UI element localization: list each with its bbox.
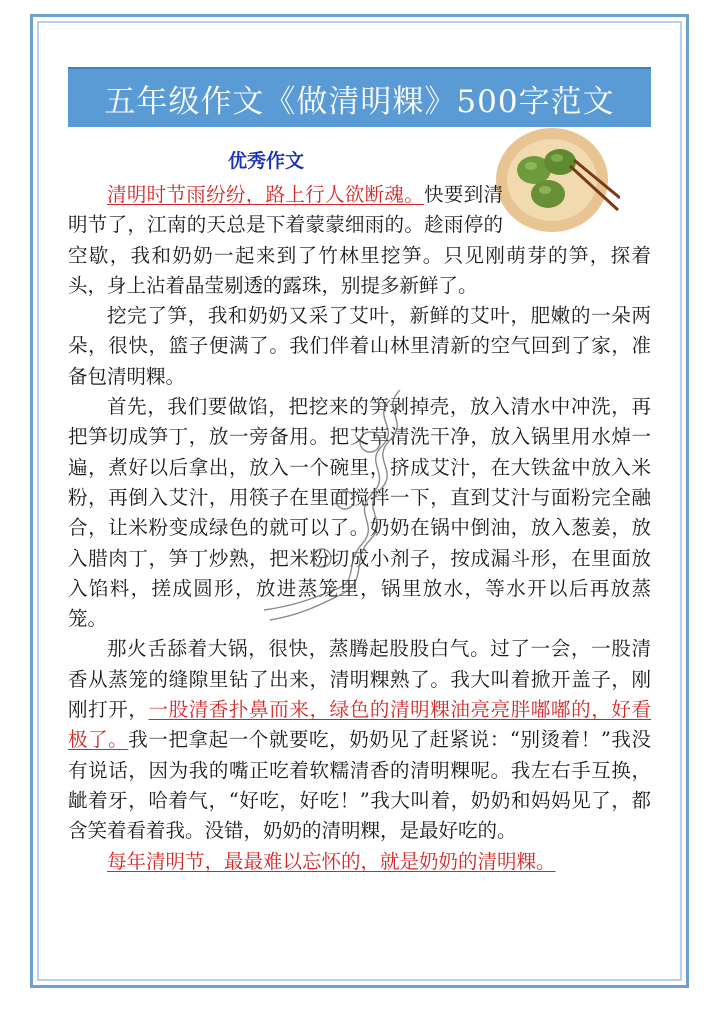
essay-body (68, 180, 651, 877)
paragraph-3: 首先，我们要做馅，把挖来的笋剥掉壳，放入清水中冲洗，再把笋切成笋丁，放一旁备用。把艾草清洗干净，放入锅里用水焯一遍，煮好以后拿出，放入一个碗里，挤成艾汁，在大铁盆中放入米粉，再倒入艾汁，用筷子在里面搅拌一下，直到艾汁与面粉完全融合，让米粉变成绿色的就可以了。奶奶在锅中倒油，放入葱姜，放入腊肉丁，笋丁炒熟，把米粉切成小剂子，按成漏斗形，在里面放入馅料，搓成圆形，放进蒸笼里，锅里放水，等水开以后再放蒸笼。 (68, 395, 651, 631)
highlight-quote: 清明时节雨纷纷，路上行人欲断魂。 (107, 183, 425, 206)
highlight-description: 一股清香扑鼻而来，绿色的清明粿油亮亮胖嘟嘟的，好看极了。 (68, 698, 651, 752)
closing-sentence: 每年清明节，最最难以忘怀的，就是奶奶的清明粿。 (107, 849, 556, 873)
section-subtitle: 优秀作文 (228, 150, 305, 172)
paragraph-2: 挖完了笋，我和奶奶又采了艾叶，新鲜的艾叶，肥嫩的一朵两朵，很快，篮子便满了。我们伴着山林里清新的空气回到了家，准备包清明粿。 (68, 304, 651, 388)
paragraph-4: 那火舌舔着大锅，很快，蒸腾起股股白气。过了一会，一股清香从蒸笼的缝隙里钻了出来，清明粿熟了。我大叫着掀开盖子，刚刚打开，一股清香扑鼻而来，绿色的清明粿油亮亮胖嘟嘟的，好看极了。我一把拿起一个就要吃，奶奶见了赶紧说：“别烫着！”我没有说话，因为我的嘴正吃着软糯清香的清明粿呢。我左右手互换，龇着牙，哈着气，“好吃，好吃！”我大叫着，奶奶和妈妈见了，都含笑着看着我。没错，奶奶的清明粿，是最好吃的。 (68, 637, 651, 843)
page-title: 五年级作文《做清明粿》500字范文 (68, 67, 651, 127)
paragraph-1: 清明时节雨纷纷，路上行人欲断魂。快要到清明节了，江南的天总是下着蒙蒙细雨的。趁雨停的空歇，我和奶奶一起来到了竹林里挖笋。只见刚萌芽的笋，探着头，身上沾着晶莹剔透的露珠，别提多新鲜了。 (68, 183, 651, 297)
